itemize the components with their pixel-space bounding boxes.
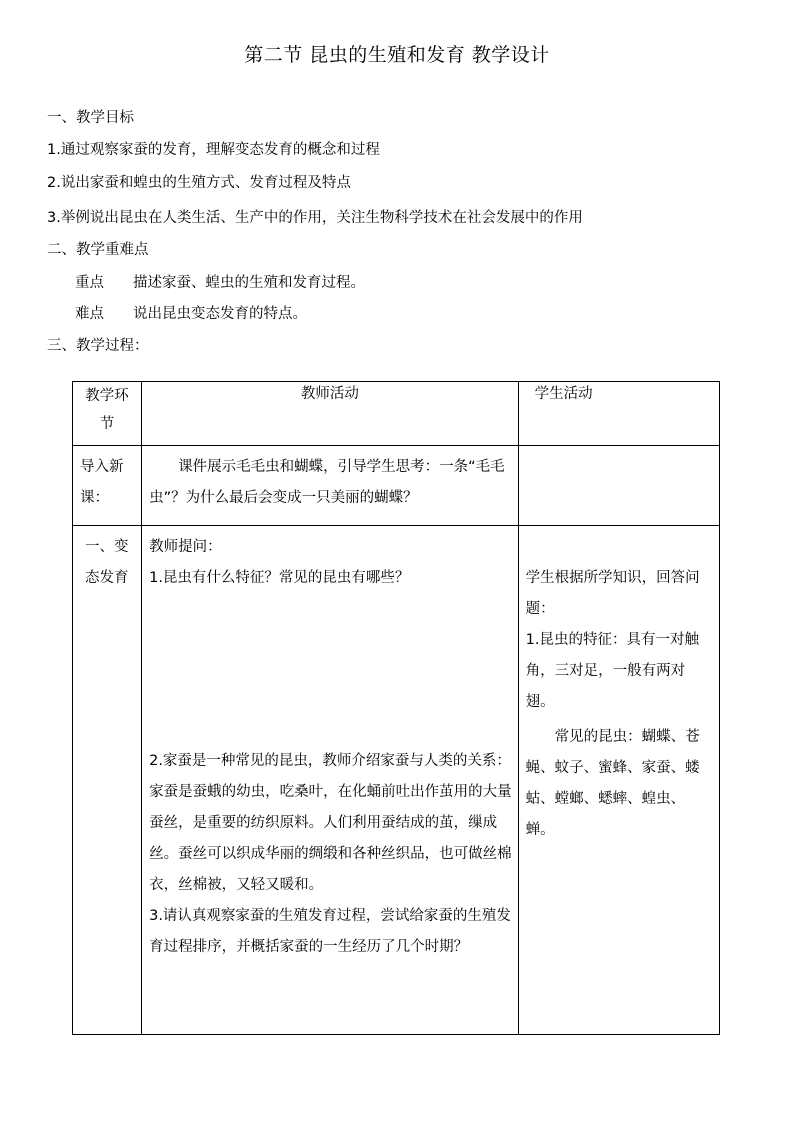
row-metamorphosis-stage: 一、变态发育 bbox=[73, 526, 142, 1035]
row-metamorphosis-student: 学生根据所学知识，回答问题： 1.昆虫的特征：具有一对触角，三对足，一般有两对翅。 常见的昆虫：蝴蝶、苍蝇、蚊子、蜜蜂、家蚕、蝼蛄、螳螂、蟋蟀、蝗虫、蝉。 bbox=[518, 526, 719, 1035]
objective-item-3: 3.举例说出昆虫在人类生活、生产中的作用，关注生物科学技术在社会发展中的作用 bbox=[47, 210, 583, 226]
table-row bbox=[73, 526, 720, 1035]
row-intro-student bbox=[518, 446, 719, 526]
document-title: 第二节 昆虫的生殖和发育 教学设计 bbox=[244, 44, 550, 66]
key-points-heading: 二、教学重难点 bbox=[47, 242, 149, 258]
table-row bbox=[73, 446, 720, 526]
row-intro-stage: 导入新课： bbox=[73, 446, 142, 526]
lesson-process-table bbox=[72, 381, 720, 1035]
header-teacher: 教师活动 bbox=[142, 382, 519, 446]
difficulty-line bbox=[75, 302, 307, 323]
focus-text: 描述家蚕、蝗虫的生殖和发育过程。 bbox=[133, 275, 365, 291]
difficulty-text: 说出昆虫变态发育的特点。 bbox=[133, 306, 307, 322]
row-metamorphosis-teacher: 教师提问： 1.昆虫有什么特征？常见的昆虫有哪些？ 2.家蚕是一种常见的昆虫，教师介绍家蚕与人类的关系：家蚕是蚕蛾的幼虫，吃桑叶，在化蛹前吐出作茧用的大量蚕丝，是重要的纺织原料。人们利用蚕结成的茧，缫成丝。蚕丝可以织成华丽的绸缎和各种丝织品，也可做丝棉衣，丝棉被，又轻又暖和。 3.请认真观察家蚕的生殖发育过程，尝试给家蚕的生殖发育过程排序，并概括家蚕的一生经历了几个时期？ bbox=[142, 526, 519, 1035]
objective-item-1: 1.通过观察家蚕的发育，理解变态发育的概念和过程 bbox=[47, 142, 380, 158]
header-student: 学生活动 bbox=[518, 382, 719, 446]
objectives-heading: 一、教学目标 bbox=[47, 110, 134, 126]
focus-line bbox=[75, 271, 365, 292]
table-header-row bbox=[73, 382, 720, 446]
difficulty-label: 难点 bbox=[75, 306, 104, 322]
header-stage: 教学环节 bbox=[73, 382, 142, 446]
objective-item-2: 2.说出家蚕和蝗虫的生殖方式、发育过程及特点 bbox=[47, 175, 351, 191]
process-heading: 三、教学过程： bbox=[47, 338, 149, 354]
row-intro-teacher: 课件展示毛毛虫和蝴蝶，引导学生思考：一条“毛毛虫”？为什么最后会变成一只美丽的蝴蝶？ bbox=[142, 446, 519, 526]
focus-label: 重点 bbox=[75, 275, 104, 291]
